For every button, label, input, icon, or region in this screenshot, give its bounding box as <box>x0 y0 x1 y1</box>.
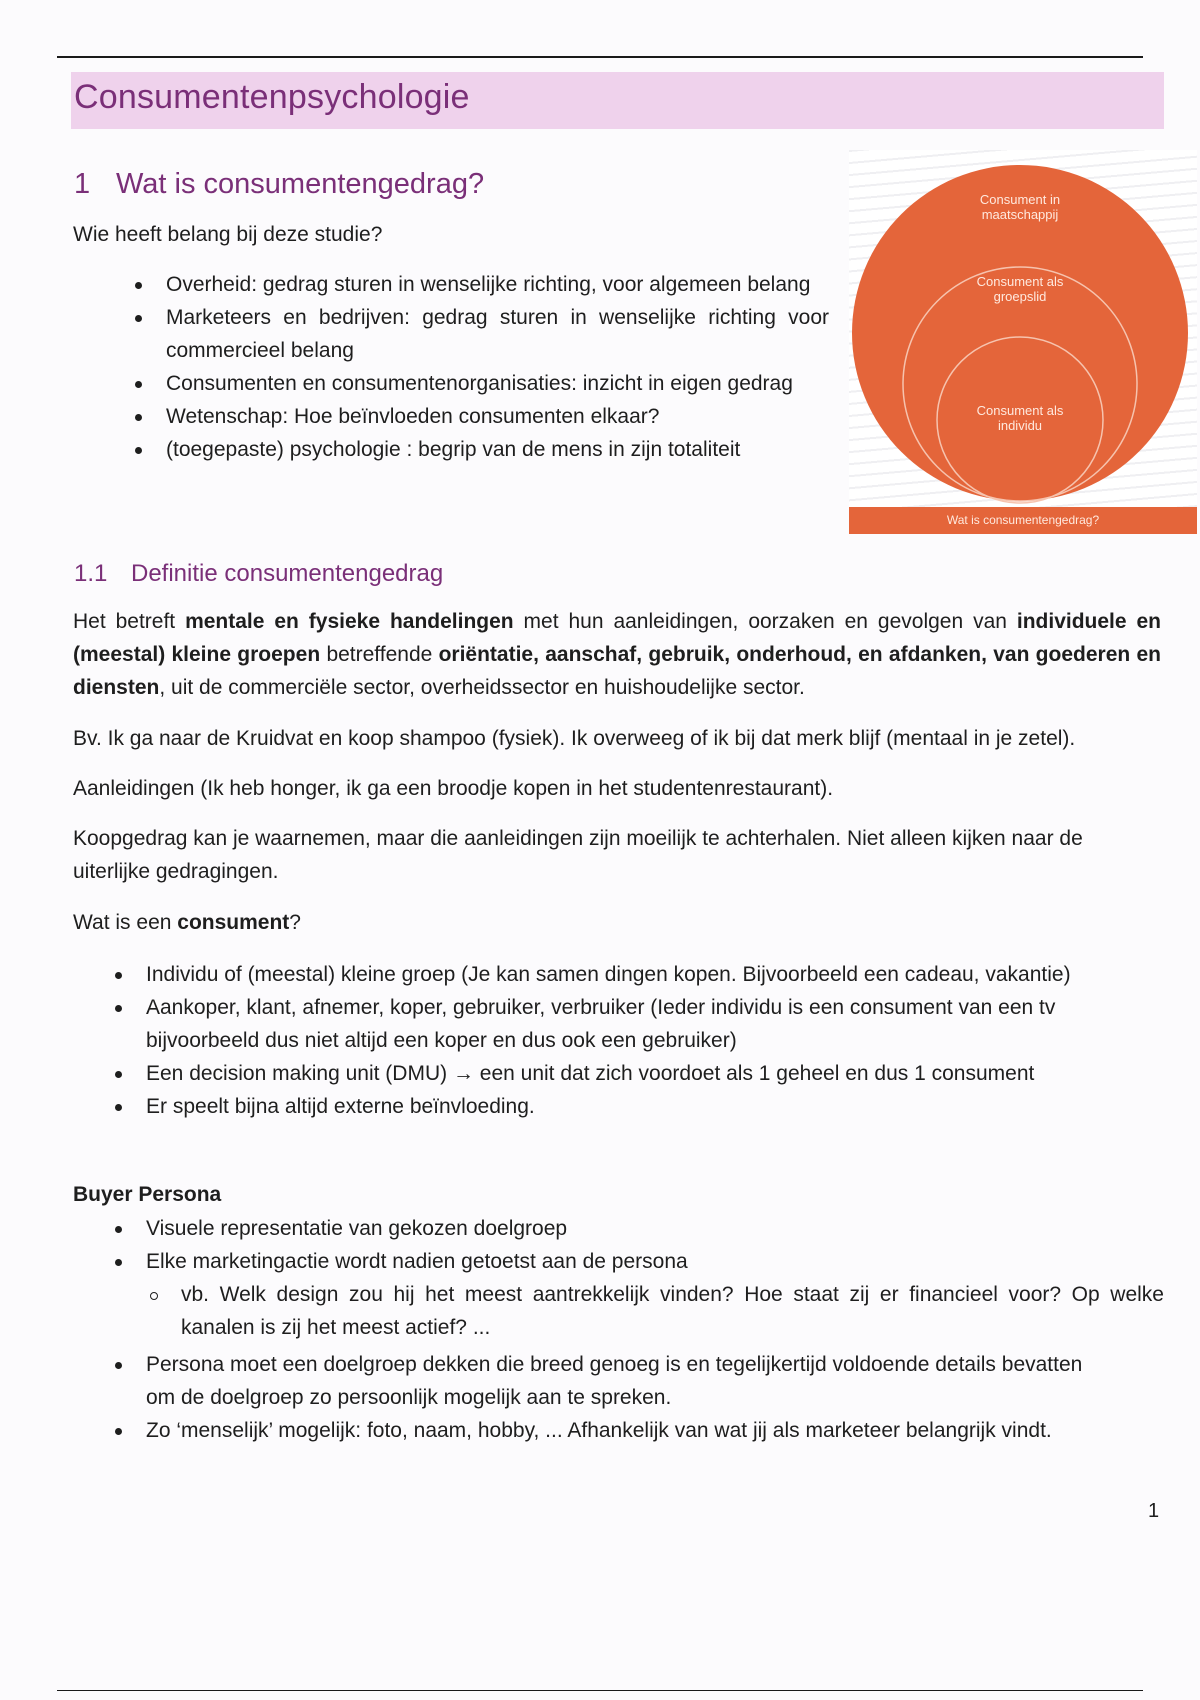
list-item: Elke marketingactie wordt nadien getoetst aan de persona <box>146 1245 1164 1278</box>
list-item: Persona moet een doelgroep dekken die breed genoeg is en tegelijkertijd voldoende details bevatten om de doelgroep zo persoonlijk mogelijk aan te spreken. <box>146 1348 1116 1414</box>
section-title: Definitie consumentengedrag <box>131 560 444 587</box>
section-1-1-heading <box>74 560 443 588</box>
list-item: Individu of (meestal) kleine groep (Je kan samen dingen kopen. Bijvoorbeeld een cadeau, vakantie) <box>146 958 1164 991</box>
koopgedrag-paragraph: Koopgedrag kan je waarnemen, maar die aanleidingen zijn moeilijk te achterhalen. Niet alleen kijken naar de uiterlijke gedragingen. <box>73 827 1083 883</box>
aanleidingen-paragraph: Aanleidingen (Ik heb honger, ik ga een broodje kopen in het studentenrestaurant). <box>73 777 834 800</box>
persona-heading: Buyer Persona <box>73 1183 222 1206</box>
sub-list-item: vb. Welk design zou hij het meest aantrekkelijk vinden? Hoe staat zij er financieel voor? Op welke kanalen is zij het meest actief? ... <box>181 1278 1164 1344</box>
diagram-caption: Wat is consumentengedrag? <box>849 507 1197 534</box>
persona-list <box>146 1212 1164 1278</box>
list-item: Marketeers en bedrijven: gedrag sturen in wenselijke richting voor commercieel belang <box>166 301 829 367</box>
text-run: ? <box>289 911 301 934</box>
section-title: Wat is consumentengedrag? <box>116 168 485 200</box>
section-1-heading <box>74 168 484 201</box>
outer-circle-label: Consument in maatschappij <box>979 192 1061 222</box>
bold-run: oriëntatie, aanschaf, gebruik, onderhoud, en afdanken, van goederen en diensten <box>73 643 1161 699</box>
list-item: (toegepaste) psychologie : begrip van de mens in zijn totaliteit <box>166 433 829 466</box>
definition-paragraph <box>73 605 1161 704</box>
list-item: Een decision making unit (DMU) → een unit dat zich voordoet als 1 geheel en dus 1 consument <box>146 1057 1164 1090</box>
bold-run: consument <box>177 911 290 934</box>
list-item: Consumenten en consumentenorganisaties: inzicht in eigen gedrag <box>166 367 829 400</box>
page-number: 1 <box>1148 1500 1160 1522</box>
list-item: Wetenschap: Hoe beïnvloeden consumenten elkaar? <box>166 400 829 433</box>
middle-circle-label: Consument als groepslid <box>976 274 1064 304</box>
inner-circle-label: Consument als individu <box>976 403 1064 433</box>
title-band <box>71 72 1164 129</box>
consumer-question <box>73 906 301 939</box>
section-number: 1 <box>74 168 91 200</box>
list-item: Overheid: gedrag sturen in wenselijke richting, voor algemeen belang <box>166 268 829 301</box>
consumer-list <box>146 958 1164 1123</box>
text-run: Het betreft <box>73 610 186 633</box>
list-item: Zo ‘menselijk’ mogelijk: foto, naam, hobby, ... Afhankelijk van wat jij als marketeer belangrijk vindt. <box>146 1414 1116 1447</box>
bold-run: mentale en fysieke handelingen <box>185 610 514 633</box>
text-run: , uit de commerciële sector, overheidssector en huishoudelijke sector. <box>159 676 805 699</box>
footer-rule <box>57 1690 1143 1691</box>
example-paragraph: Bv. Ik ga naar de Kruidvat en koop shampoo (fysiek). Ik overweeg of ik bij dat merk blijf (mentaal in je zetel). <box>73 727 1076 750</box>
document-title: Consumentenpsychologie <box>74 78 470 116</box>
persona-sublist <box>181 1278 1164 1344</box>
consumer-behaviour-diagram <box>849 150 1197 534</box>
header-rule <box>57 56 1143 58</box>
list-item: Visuele representatie van gekozen doelgroep <box>146 1212 1164 1245</box>
bold-run: individuele en (meestal) kleine groepen <box>73 610 1161 666</box>
section-number: 1.1 <box>74 560 108 587</box>
persona-list-continued <box>146 1348 1116 1447</box>
list-item: Aankoper, klant, afnemer, koper, gebruiker, verbruiker (Ieder individu is een consument van een tv bijvoorbeeld dus niet altijd een koper en dus ook een gebruiker) <box>146 991 1164 1057</box>
text-run: Wat is een <box>73 911 178 934</box>
text-run: betreffende <box>320 643 439 666</box>
stakeholder-list <box>166 268 829 466</box>
text-run: met hun aanleidingen, oorzaken en gevolgen van <box>513 610 1017 633</box>
stakeholder-question: Wie heeft belang bij deze studie? <box>73 223 383 246</box>
list-item: Er speelt bijna altijd externe beïnvloeding. <box>146 1090 1164 1123</box>
